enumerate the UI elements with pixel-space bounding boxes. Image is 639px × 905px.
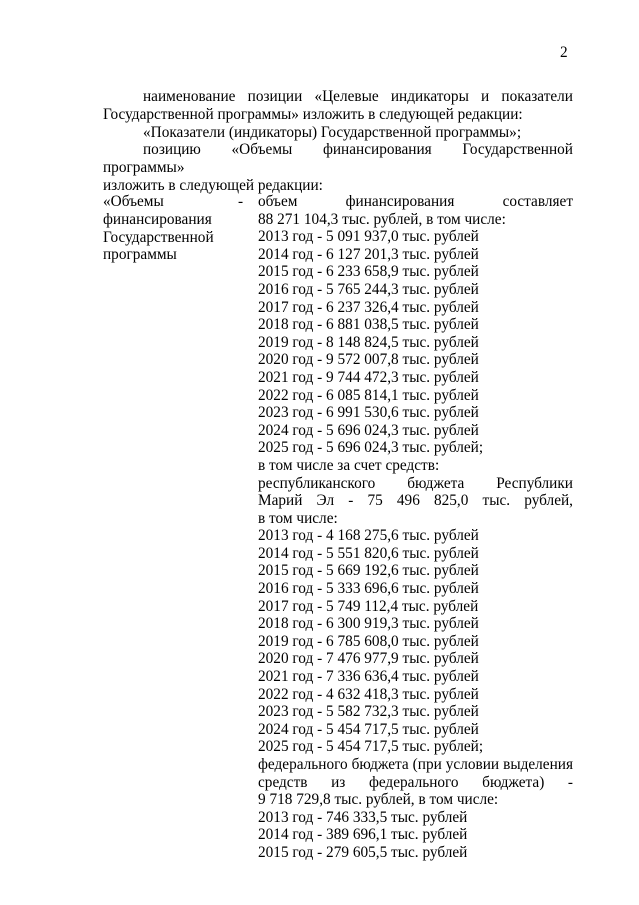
year-line: 2021 год - 7 336 636,4 тыс. рублей — [258, 668, 479, 686]
year-line: 2021 год - 9 744 472,3 тыс. рублей — [258, 368, 479, 386]
values-line: объем финансирования составляет — [258, 193, 573, 210]
values-line: в том числе за счет средств: — [258, 456, 440, 474]
year-line: 2015 год - 6 233 658,9 тыс. рублей — [258, 263, 479, 281]
year-line: 2016 год - 5 333 696,6 тыс. рублей — [258, 580, 479, 598]
intro-line: Государственной программы» изложить в следующей редакции: — [103, 105, 523, 123]
values-line: средств из федерального бюджета) - — [258, 773, 573, 791]
year-line: 2025 год - 5 696 024,3 тыс. рублей; — [258, 439, 484, 457]
year-line: 2022 год - 4 632 418,3 тыс. рублей — [258, 685, 479, 703]
year-line: 2014 год - 6 127 201,3 тыс. рублей — [258, 245, 479, 263]
year-line: 2017 год - 6 237 326,4 тыс. рублей — [258, 298, 479, 316]
intro-text — [103, 88, 573, 195]
year-line: 2024 год - 5 696 024,3 тыс. рублей — [258, 421, 479, 439]
year-line: 2015 год - 279 605,5 тыс. рублей — [258, 843, 468, 861]
intro-line: наименование позиции «Целевые индикаторы и показатели — [143, 88, 573, 105]
year-line: 2024 год - 5 454 717,5 тыс. рублей — [258, 720, 479, 738]
year-line: 2023 год - 6 991 530,6 тыс. рублей — [258, 404, 479, 422]
republic-years-list — [258, 527, 573, 756]
values-line: 88 271 104,3 тыс. рублей, в том числе: — [258, 210, 506, 228]
year-line: 2018 год - 6 300 919,3 тыс. рублей — [258, 615, 479, 633]
year-line: 2020 год - 7 476 977,9 тыс. рублей — [258, 650, 479, 668]
year-line: 2014 год - 5 551 820,6 тыс. рублей — [258, 544, 479, 562]
year-line: 2015 год - 5 669 192,6 тыс. рублей — [258, 562, 479, 580]
values-line: федерального бюджета (при условии выделения — [258, 756, 573, 773]
values-line: Марий Эл - 75 496 825,0 тыс. рублей, — [258, 492, 573, 510]
financing-values — [258, 193, 573, 862]
year-line: 2019 год - 6 785 608,0 тыс. рублей — [258, 632, 479, 650]
year-line: 2013 год - 5 091 937,0 тыс. рублей — [258, 228, 479, 246]
intro-line: позицию «Объемы финансирования Государственной программы» — [103, 141, 573, 177]
total-years-list — [258, 228, 573, 457]
values-line: 9 718 729,8 тыс. рублей, в том числе: — [258, 791, 499, 809]
year-line: 2025 год - 5 454 717,5 тыс. рублей; — [258, 738, 484, 756]
year-line: 2014 год - 389 696,1 тыс. рублей — [258, 826, 468, 844]
label-line: финансирования — [103, 210, 212, 228]
year-line: 2013 год - 746 333,5 тыс. рублей — [258, 808, 468, 826]
federal-years-list — [258, 809, 573, 862]
intro-line: «Показатели (индикаторы) Государственной программы»; — [143, 123, 522, 141]
year-line: 2022 год - 6 085 814,1 тыс. рублей — [258, 386, 479, 404]
year-line: 2013 год - 4 168 275,6 тыс. рублей — [258, 527, 479, 545]
position-label — [103, 193, 243, 264]
page-number: 2 — [560, 44, 568, 61]
year-line: 2016 год - 5 765 244,3 тыс. рублей — [258, 280, 479, 298]
label-line: программы — [103, 246, 177, 264]
year-line: 2020 год - 9 572 007,8 тыс. рублей — [258, 351, 479, 369]
year-line: 2018 год - 6 881 038,5 тыс. рублей — [258, 316, 479, 334]
intro-line: изложить в следующей редакции: — [103, 176, 323, 194]
values-line: республиканского бюджета Республики — [258, 474, 573, 492]
year-line: 2017 год - 5 749 112,4 тыс. рублей — [258, 597, 479, 615]
label-dash: - — [238, 193, 244, 210]
values-line: в том числе: — [258, 509, 338, 527]
year-line: 2023 год - 5 582 732,3 тыс. рублей — [258, 703, 479, 721]
label-line: «Объемы — [103, 193, 164, 210]
label-line: Государственной — [103, 228, 214, 246]
year-line: 2019 год - 8 148 824,5 тыс. рублей — [258, 333, 479, 351]
